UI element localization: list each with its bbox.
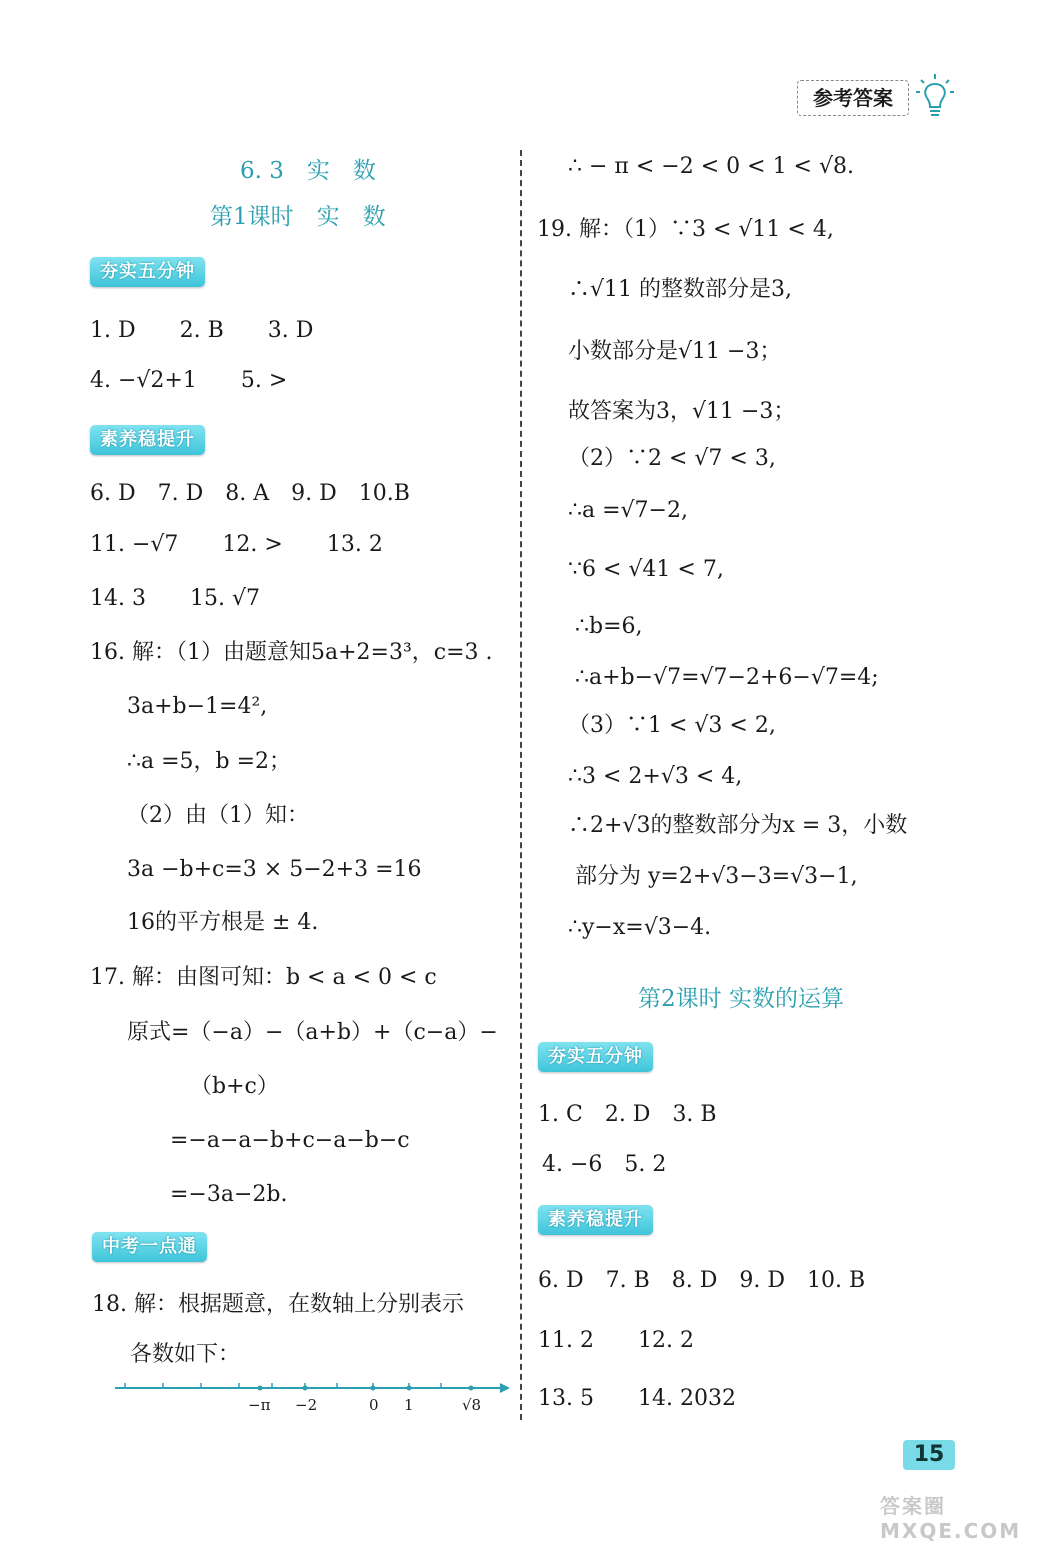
answer-line: ∴y−x=√3−4. — [568, 915, 712, 940]
answer-line: 4. −6 5. 2 — [542, 1152, 667, 1177]
section-badge: 夯实五分钟 — [90, 257, 205, 287]
answer-line: 13. 5 14. 2032 — [538, 1386, 736, 1411]
answer-line: 16的平方根是 ± 4. — [127, 910, 319, 935]
answer-line: 原式=（−a）−（a+b）+（c−a）− — [127, 1020, 498, 1045]
lesson-title-2: 第2课时 实数的运算 — [638, 986, 844, 1012]
column-divider — [520, 150, 522, 1420]
answer-line: 6. D 7. B 8. D 9. D 10. B — [538, 1268, 866, 1293]
answer-line: 部分为 y=2+√3−3=√3−1, — [575, 864, 858, 889]
answer-line: =−3a−2b. — [170, 1182, 288, 1207]
watermark: 答案圈 MXQE.COM — [880, 1494, 1022, 1543]
answer-line: 故答案为3，√11 −3； — [568, 399, 796, 424]
answer-line: 小数部分是√11 −3； — [568, 339, 782, 364]
answer-line: （2）由（1）知： — [127, 803, 309, 828]
answer-line: 1. C 2. D 3. B — [538, 1102, 717, 1127]
answer-line: （b+c） — [190, 1074, 279, 1099]
section-title: 6. 3 实 数 — [240, 158, 376, 184]
answer-line: 17. 解：由图可知：b < a < 0 < c — [90, 965, 437, 990]
answer-line: 11. 2 12. 2 — [538, 1328, 694, 1353]
answer-line: 16. 解：（1）由题意知5a+2=3³，c=3 . — [90, 640, 493, 665]
answer-line: 1. D 2. B 3. D — [90, 318, 314, 343]
answer-line: （3）∵1 < √3 < 2, — [568, 713, 776, 738]
answer-line: ∴2+√3的整数部分为x = 3，小数 — [568, 813, 908, 838]
axis-label: 0 — [369, 1396, 379, 1414]
answer-line: 11. −√7 12. > 13. 2 — [90, 532, 383, 557]
lightbulb-icon — [915, 72, 955, 120]
answer-line: 6. D 7. D 8. A 9. D 10.B — [90, 481, 410, 506]
answer-line: 19. 解：（1）∵3 < √11 < 4, — [537, 217, 834, 242]
header-label: 参考答案 — [797, 80, 909, 116]
answer-line: 3a −b+c=3 × 5−2+3 =16 — [127, 857, 422, 882]
section-badge: 素养稳提升 — [538, 1205, 653, 1235]
answer-line: ∴ − π < −2 < 0 < 1 < √8. — [568, 154, 854, 179]
section-badge: 中考一点通 — [92, 1232, 207, 1262]
axis-label: −2 — [295, 1396, 318, 1414]
axis-label: 1 — [404, 1396, 414, 1414]
answer-line: 14. 3 15. √7 — [90, 586, 260, 611]
answer-line: ∴3 < 2+√3 < 4, — [568, 764, 743, 789]
axis-label: −π — [248, 1396, 271, 1414]
answer-line: 4. −√2+1 5. > — [90, 368, 288, 393]
answer-line: ∴a =5，b =2； — [127, 749, 292, 774]
lesson-title-1: 第1课时 实 数 — [210, 204, 386, 230]
page-number: 15 — [903, 1440, 955, 1470]
answer-line: ∴a =√7−2, — [568, 498, 688, 523]
answer-line: 各数如下： — [130, 1342, 241, 1367]
axis-label: √8 — [462, 1396, 482, 1414]
answer-line: ∵6 < √41 < 7, — [568, 557, 724, 582]
section-badge: 素养稳提升 — [90, 425, 205, 455]
answer-line: 3a+b−1=4², — [127, 694, 268, 719]
answer-line: ∴b=6, — [575, 614, 643, 639]
answer-line: ∴√11 的整数部分是3, — [568, 277, 792, 302]
answer-line: （2）∵2 < √7 < 3, — [568, 446, 776, 471]
section-badge: 夯实五分钟 — [538, 1042, 653, 1072]
answer-line: =−a−a−b+c−a−b−c — [170, 1128, 410, 1153]
answer-line: ∴a+b−√7=√7−2+6−√7=4; — [575, 665, 879, 690]
answer-line: 18. 解：根据题意，在数轴上分别表示 — [92, 1292, 464, 1317]
